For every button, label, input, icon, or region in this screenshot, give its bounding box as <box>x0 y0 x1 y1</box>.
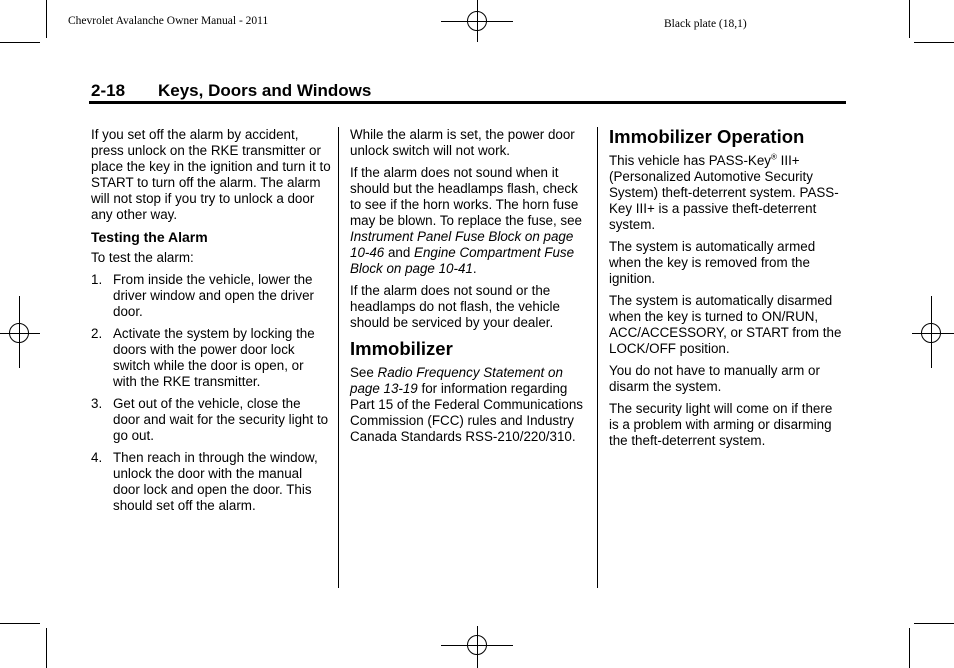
engine-fuse-ref[interactable]: Engine Compartment Fuse Block on page 10-41 <box>350 245 575 276</box>
column-divider-1 <box>338 127 339 588</box>
immobilizer-operation-heading: Immobilizer Operation <box>609 126 805 147</box>
test-steps-list <box>91 272 331 514</box>
instrument-panel-fuse-ref[interactable]: Instrument Panel Fuse Block on page 10-46 <box>350 229 574 260</box>
auto-arm-paragraph: The system is automatically armed when the key is removed from the ignition. <box>609 239 816 286</box>
pass-key-paragraph: This vehicle has PASS-Key® III+ (Personalized Automotive Security System) theft-deterrent system. PASS-Key III+ is a passive theft-deterrent system. <box>609 152 839 232</box>
manual-title: Chevrolet Avalanche Owner Manual - 2011 <box>68 15 269 27</box>
crop-mark-top-left-v <box>46 0 47 38</box>
registered-mark: ® <box>771 152 777 162</box>
crop-mark-bottom-left-v <box>46 628 47 668</box>
column-divider-2 <box>597 127 598 588</box>
dealer-service-paragraph: If the alarm does not sound or the headlamps do not flash, the vehicle should be serviced by your dealer. <box>350 283 560 330</box>
list-item: 3. Get out of the vehicle, close the door and wait for the security light to go out. <box>91 396 329 443</box>
page-number: 2-18 <box>91 81 126 100</box>
alarm-set-paragraph: While the alarm is set, the power door unlock switch will not work. <box>350 127 575 158</box>
horn-fuse-paragraph: If the alarm does not sound when it should but the headlamps flash, check to see if the horn works. The horn fuse may be blown. To replace the fuse, see Instrument Panel Fuse Block on page 10-46 and Engine Compartment Fuse Block on page 10-41. <box>350 165 582 276</box>
immobilizer-paragraph: See Radio Frequency Statement on page 13-19 for information regarding Part 15 of the Federal Communications Commission (FCC) rules and Industry Canada Standards RSS-210/220/310. <box>350 365 583 444</box>
immobilizer-heading: Immobilizer <box>350 338 453 359</box>
crop-mark-bottom-left-h <box>0 623 40 624</box>
section-title: Keys, Doors and Windows <box>158 81 372 100</box>
alarm-accident-paragraph: If you set off the alarm by accident, press unlock on the RKE transmitter or place the key in the ignition and turn it to START to turn off the alarm. The alarm will not stop if you try to unlock a door any other way. <box>91 127 331 222</box>
test-alarm-lead: To test the alarm: <box>91 250 194 265</box>
list-item: 2. Activate the system by locking the doors with the power door lock switch while the door is open, or with the RKE transmitter. <box>91 326 315 389</box>
testing-alarm-heading: Testing the Alarm <box>91 229 208 245</box>
section-rule <box>89 101 846 104</box>
crop-mark-bottom-right-v <box>909 628 910 668</box>
crop-mark-top-right-h <box>914 42 954 43</box>
list-item: 1. From inside the vehicle, lower the driver window and open the driver door. <box>91 272 314 319</box>
column-3 <box>609 127 845 455</box>
security-light-paragraph: The security light will come on if there is a problem with arming or disarming the theft-deterrent system. <box>609 401 833 448</box>
crop-mark-top-left-h <box>0 42 40 43</box>
crop-mark-top-right-v <box>909 0 910 38</box>
radio-frequency-ref[interactable]: Radio Frequency Statement on page 13-19 <box>350 365 563 396</box>
section-heading <box>91 81 371 101</box>
auto-disarm-paragraph: The system is automatically disarmed when the key is turned to ON/RUN, ACC/ACCESSORY, or START from the LOCK/OFF position. <box>609 293 842 356</box>
plate-label: Black plate (18,1) <box>664 18 747 30</box>
list-item: 4. Then reach in through the window, unlock the door with the manual door lock and open the door. This should set off the alarm. <box>91 450 318 513</box>
column-1 <box>91 127 331 520</box>
column-2 <box>350 127 590 451</box>
manual-arm-paragraph: You do not have to manually arm or disarm the system. <box>609 363 820 394</box>
crop-mark-bottom-right-h <box>914 623 954 624</box>
